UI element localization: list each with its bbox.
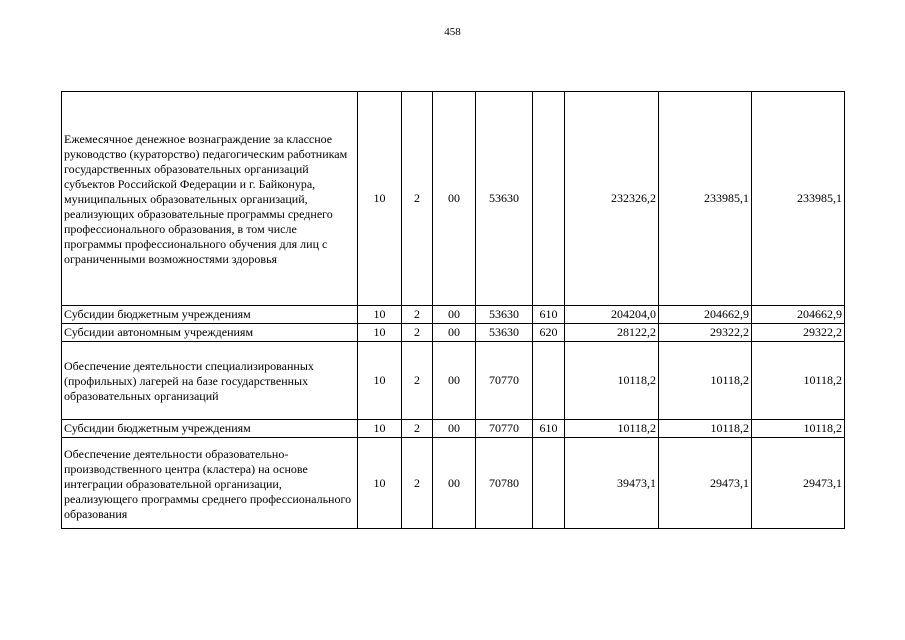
row-name: Субсидии бюджетным учреждениям bbox=[62, 306, 358, 324]
amount-year-1: 204204,0 bbox=[565, 306, 659, 324]
subsection-code: 2 bbox=[402, 324, 433, 342]
section-code: 10 bbox=[358, 342, 402, 420]
expense-type-code bbox=[533, 342, 565, 420]
table-row bbox=[62, 438, 845, 529]
amount-year-3: 233985,1 bbox=[752, 92, 845, 306]
subsection-code: 2 bbox=[402, 306, 433, 324]
subsection-code: 2 bbox=[402, 438, 433, 529]
program-code: 00 bbox=[433, 324, 476, 342]
amount-year-2: 29322,2 bbox=[659, 324, 752, 342]
target-article-code: 70770 bbox=[476, 342, 533, 420]
program-code: 00 bbox=[433, 306, 476, 324]
expense-type-code: 610 bbox=[533, 306, 565, 324]
amount-year-1: 10118,2 bbox=[565, 342, 659, 420]
row-name: Обеспечение деятельности образовательно-производственного центра (кластера) на основе интеграции образовательной организации, реализующего программы среднего профессионального образования bbox=[62, 438, 358, 529]
section-code: 10 bbox=[358, 306, 402, 324]
target-article-code: 53630 bbox=[476, 92, 533, 306]
subsection-code: 2 bbox=[402, 92, 433, 306]
page-number: 458 bbox=[444, 26, 461, 38]
amount-year-1: 232326,2 bbox=[565, 92, 659, 306]
amount-year-1: 28122,2 bbox=[565, 324, 659, 342]
expense-type-code: 610 bbox=[533, 420, 565, 438]
subsection-code: 2 bbox=[402, 342, 433, 420]
amount-year-1: 39473,1 bbox=[565, 438, 659, 529]
amount-year-2: 233985,1 bbox=[659, 92, 752, 306]
amount-year-3: 10118,2 bbox=[752, 342, 845, 420]
subsection-code: 2 bbox=[402, 420, 433, 438]
amount-year-2: 10118,2 bbox=[659, 342, 752, 420]
amount-year-2: 10118,2 bbox=[659, 420, 752, 438]
expense-type-code: 620 bbox=[533, 324, 565, 342]
table-row bbox=[62, 420, 845, 438]
section-code: 10 bbox=[358, 420, 402, 438]
program-code: 00 bbox=[433, 92, 476, 306]
expense-type-code bbox=[533, 92, 565, 306]
row-name: Субсидии бюджетным учреждениям bbox=[62, 420, 358, 438]
amount-year-3: 29473,1 bbox=[752, 438, 845, 529]
row-name: Субсидии автономным учреждениям bbox=[62, 324, 358, 342]
row-name: Обеспечение деятельности специализированных (профильных) лагерей на базе государственных образовательных организаций bbox=[62, 342, 358, 420]
amount-year-2: 204662,9 bbox=[659, 306, 752, 324]
expense-type-code bbox=[533, 438, 565, 529]
table-row bbox=[62, 306, 845, 324]
table-row bbox=[62, 324, 845, 342]
amount-year-1: 10118,2 bbox=[565, 420, 659, 438]
row-name: Ежемесячное денежное вознаграждение за классное руководство (кураторство) педагогическим работникам государственных образовательных организаций субъектов Российской Федерации и г. Байконура, муниципальных образовательных организаций, реализующих образовательные программы среднего профессионального образования, в том числе программы профессионального обучения для лиц с ограниченными возможностями здоровья bbox=[62, 92, 358, 306]
target-article-code: 70780 bbox=[476, 438, 533, 529]
target-article-code: 70770 bbox=[476, 420, 533, 438]
target-article-code: 53630 bbox=[476, 306, 533, 324]
section-code: 10 bbox=[358, 324, 402, 342]
section-code: 10 bbox=[358, 438, 402, 529]
table-row bbox=[62, 342, 845, 420]
amount-year-2: 29473,1 bbox=[659, 438, 752, 529]
amount-year-3: 10118,2 bbox=[752, 420, 845, 438]
amount-year-3: 204662,9 bbox=[752, 306, 845, 324]
amount-year-3: 29322,2 bbox=[752, 324, 845, 342]
budget-table bbox=[61, 91, 845, 529]
program-code: 00 bbox=[433, 420, 476, 438]
target-article-code: 53630 bbox=[476, 324, 533, 342]
section-code: 10 bbox=[358, 92, 402, 306]
program-code: 00 bbox=[433, 438, 476, 529]
program-code: 00 bbox=[433, 342, 476, 420]
table-row bbox=[62, 92, 845, 306]
